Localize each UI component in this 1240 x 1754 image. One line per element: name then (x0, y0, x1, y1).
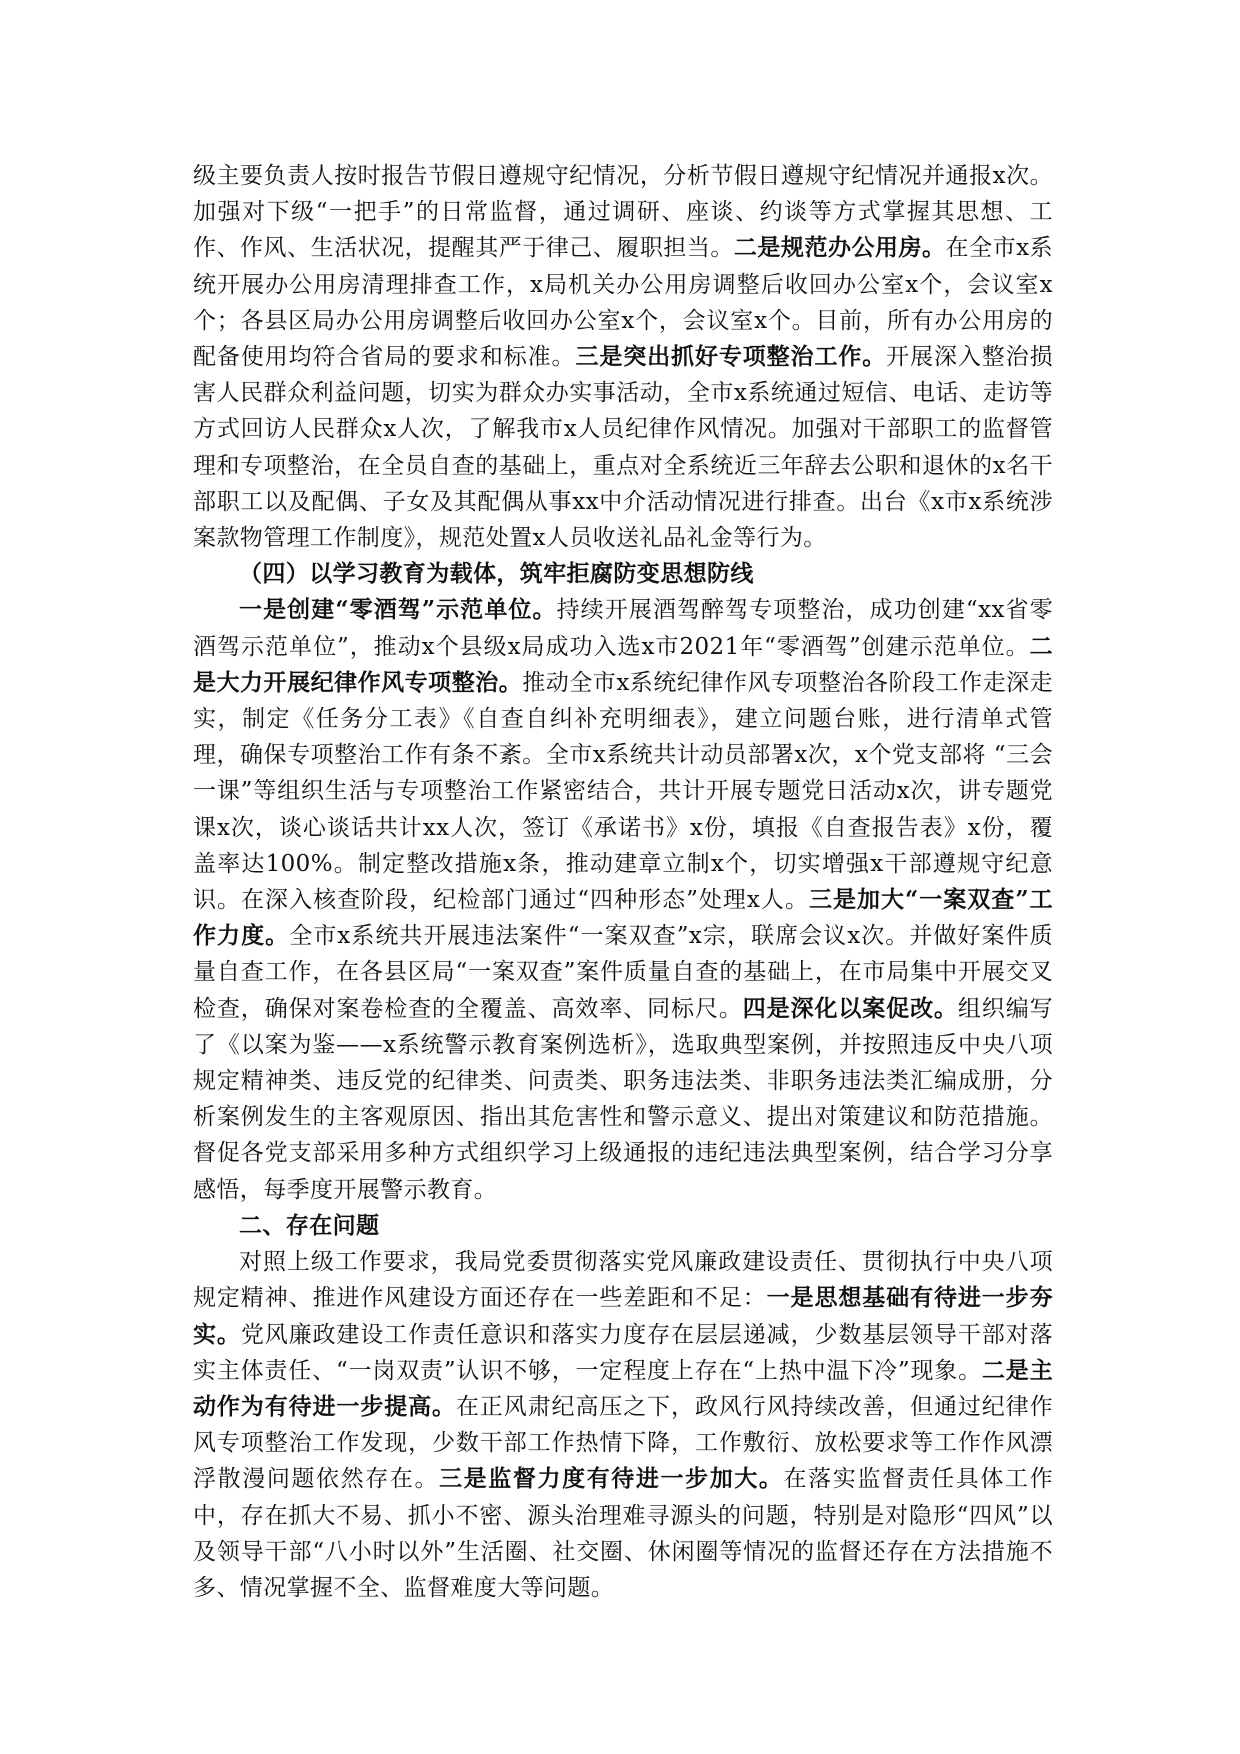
bold-lead-office-space: 二是规范办公用房。 (733, 234, 946, 262)
paragraph-text: 对照上级工作要求，我局党委贯彻落实党风廉政建设责任、贯彻执行中央八项规定精神、推进作风建设方面还存在一些差距和不足： (193, 1249, 1053, 1312)
bold-lead-case-reform: 四是深化以案促改。 (742, 994, 958, 1022)
bold-lead-one-case-two-checks: 三是加大“一案双查”工作力度。 (193, 886, 1054, 950)
paragraph-office-rectification (193, 158, 1053, 556)
bold-lead-zero-drunk-driving: 一是创建“零酒驾”示范单位。 (239, 596, 557, 624)
document-page (193, 158, 1053, 1606)
paragraph-text: 在全市x系统开展办公用房清理排查工作，x局机关办公用房调整后收回办公室x个，会议室x个；各县区局办公用房调整后收回办公室x个，会议室x个。目前，所有办公用房的配备使用均符合省局的要求和标准。 (193, 235, 1053, 371)
paragraph-text: 党风廉政建设工作责任意识和落实力度存在层层递减，少数基层领导干部对落实主体责任、“一岗双责”认识不够，一定程度上存在“上热中温下冷”现象。 (193, 1321, 1053, 1384)
bold-lead-special-rectification: 三是突出抓好专项整治工作。 (575, 343, 887, 371)
paragraph-text: 在落实监督责任具体工作中，存在抓大不易、抓小不密、源头治理难寻源头的问题，特别是对隐形“四风”以及领导干部“八小时以外”生活圈、社交圈、休闲圈等情况的监督还存在方法措施不多、情况掌握不全、监督难度大等问题。 (193, 1466, 1054, 1601)
bold-lead-ideology: 一是思想基础有待进一步夯实。 (193, 1284, 1053, 1348)
paragraph-text: 开展深入整治损害人民群众利益问题，切实为群众办实事活动，全市x系统通过短信、电话、走访等方式回访人民群众x人次，了解我市x人员纪律作风情况。加强对干部职工的监督管理和专项整治，在全员自查的基础上，重点对全系统近三年辞去公职和退休的x名干部职工以及配偶、子女及其配偶从事xx中介活动情况进行排查。出台《x市x系统涉案款物管理工作制度》，规范处置x人员收送礼品礼金等行为。 (193, 344, 1053, 552)
paragraph-text: 推动全市x系统纪律作风专项整治各阶段工作走深走实，制定《任务分工表》《自查自纠补充明细表》，建立问题台账，进行清单式管理，确保专项整治工作有条不紊。全市x系统共计动员部署x次，x个党支部将 “三会一课”等组织生活与专项整治工作紧密结合，共计开展专题党日活动x次，讲专题党课x次，谈心谈话共计xx人次，签订《承诺书》x份，填报《自查报告表》x份，覆盖率达100%。制定整改措施x条，推动建章立制x个，切实增强x干部遵规守纪意识。在深入核查阶段，纪检部门通过“四种形态”处理x人。 (193, 669, 1053, 914)
bold-lead-initiative: 二是主动作为有待进一步提高。 (193, 1356, 1053, 1420)
paragraph-problems (193, 1244, 1053, 1606)
paragraph-text: 组织编写了《以案为鉴——x系统警示教育案例选析》，选取典型案例，并按照违反中央八项规定精神类、违反党的纪律类、问责类、职务违法类、非职务违法类汇编成册，分析案例发生的主客观原因、指出其危害性和警示意义、提出对策建议和防范措施。督促各党支部采用多种方式组织学习上级通报的违纪违法典型案例，结合学习分享感悟，每季度开展警示教育。 (193, 995, 1053, 1203)
paragraph-text: 持续开展酒驾醉驾专项整治，成功创建“xx省零酒驾示范单位”，推动x个县级x局成功入选x市2021年“零酒驾”创建示范单位。 (193, 597, 1053, 660)
paragraph-text: 全市x系统共开展违法案件“一案双查”x宗，联席会议x次。并做好案件质量自查工作，在各县区局“一案双查”案件质量自查的基础上，在市局集中开展交叉检查，确保对案卷检查的全覆盖、高效率、同标尺。 (193, 923, 1053, 1022)
paragraph-text: 在正风肃纪高压之下，政风行风持续改善，但通过纪律作风专项整治工作发现，少数干部工作热情下降，工作敷衍、放松要求等工作作风漂浮散漫问题依然存在。 (193, 1393, 1054, 1493)
bold-lead-supervision: 三是监督力度有待进一步加大。 (439, 1465, 784, 1493)
paragraph-text: 级主要负责人按时报告节假日遵规守纪情况，分析节假日遵规守纪情况并通报x次。加强对下级“一把手”的日常监督，通过调研、座谈、约谈等方式掌握其思想、工作、作风、生活状况，提醒其严于律己、履职担当。 (193, 163, 1053, 262)
paragraph-education (193, 592, 1053, 1207)
section-heading-problems: 二、存在问题 (239, 1211, 380, 1239)
bold-lead-discipline-rectification: 二是大力开展纪律作风专项整治。 (193, 632, 1053, 696)
section-heading-4: （四）以学习教育为载体，筑牢拒腐防变思想防线 (239, 560, 754, 588)
